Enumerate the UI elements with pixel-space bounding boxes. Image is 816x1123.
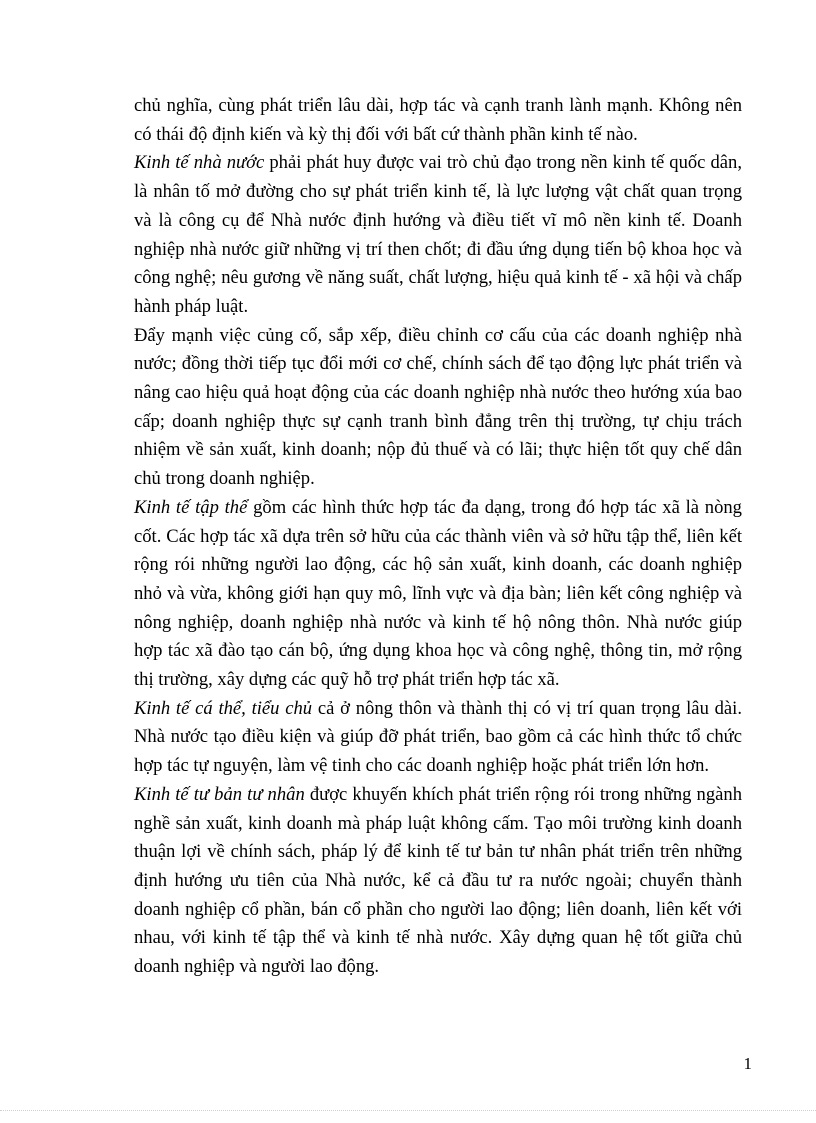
paragraph-individual-economy: [134, 695, 742, 781]
paragraph-text: phải phát huy được vai trò chủ đạo trong nền kinh tế quốc dân, là nhân tố mở đường cho sự phát triển kinh tế, là lực lượng vật chất quan trọng và là công cụ để Nhà nước định hướng và điều tiết vĩ mô nền kinh tế. Doanh nghiệp nhà nước giữ những vị trí then chốt; đi đầu ứng dụng tiến bộ khoa học và công nghệ; nêu gương về năng suất, chất lượng, hiệu quả kinh tế - xã hội và chấp hành pháp luật.: [134, 152, 742, 317]
paragraph-intro-continuation: [134, 92, 742, 149]
paragraph-text: cả ở nông thôn và thành thị có vị trí quan trọng lâu dài. Nhà nước tạo điều kiện và giúp đỡ phát triển, bao gồm cả các hình thức tổ chức hợp tác tự nguyện, làm vệ tinh cho các doanh nghiệp hoặc phát triển lớn hơn.: [134, 697, 742, 777]
paragraph-text: gồm các hình thức hợp tác đa dạng, trong đó hợp tác xã là nòng cốt. Các hợp tác xã dựa trên sở hữu của các thành viên và sở hữu tập thể, liên kết rộng rói những người lao động, các hộ sản xuất, kinh doanh, các doanh nghiệp nhỏ và vừa, không giới hạn quy mô, lĩnh vực và địa bàn; liên kết công nghiệp và nông nghiệp, doanh nghiệp nhà nước và kinh tế hộ nông thôn. Nhà nước giúp hợp tác xã đào tạo cán bộ, ứng dụng khoa học và công nghệ, thông tin, mở rộng thị trường, xây dựng các quỹ hỗ trợ phát triển hợp tác xã.: [134, 496, 742, 691]
paragraph-state-economy: [134, 149, 742, 321]
paragraph-text: Đẩy mạnh việc củng cố, sắp xếp, điều chỉnh cơ cấu của các doanh nghiệp nhà nước; đồng thời tiếp tục đổi mới cơ chế, chính sách để tạo động lực phát triển và nâng cao hiệu quả hoạt động của các doanh nghiệp nhà nước theo hướng xúa bao cấp; doanh nghiệp thực sự cạnh tranh bình đẳng trên thị trường, tự chịu trách nhiệm về sản xuất, kinh doanh; nộp đủ thuế và có lãi; thực hiện tốt quy chế dân chủ trong doanh nghiệp.: [134, 324, 742, 490]
paragraph-term: Kinh tế nhà nước: [134, 152, 265, 174]
paragraph-text: được khuyến khích phát triển rộng rói trong những ngành nghề sản xuất, kinh doanh mà pháp luật không cấm. Tạo môi trường kinh doanh thuận lợi về chính sách, pháp lý để kinh tế tư bản tư nhân phát triển trên những định hướng ưu tiên của Nhà nước, kể cả đầu tư ra nước ngoài; chuyển thành doanh nghiệp cổ phần, bán cổ phần cho người lao động; liên doanh, liên kết với nhau, với kinh tế tập thể và kinh tế nhà nước. Xây dựng quan hệ tốt giữa chủ doanh nghiệp và người lao động.: [134, 783, 742, 978]
body-text: [134, 92, 742, 982]
paragraph-private-capital-economy: [134, 781, 742, 982]
paragraph-text: chủ nghĩa, cùng phát triển lâu dài, hợp tác và cạnh tranh lành mạnh. Không nên có thái độ định kiến và kỳ thị đối với bất cứ thành phần kinh tế nào.: [134, 95, 742, 145]
page-bottom-edge: [0, 1110, 816, 1111]
paragraph-term: Kinh tế cá thể, tiểu chủ: [134, 697, 313, 719]
paragraph-term: Kinh tế tư bản tư nhân: [134, 783, 305, 805]
paragraph-collective-economy: [134, 494, 742, 695]
page-number: 1: [743, 1054, 752, 1073]
paragraph-state-enterprise-reform: [134, 322, 742, 494]
paragraph-term: Kinh tế tập thể: [134, 496, 248, 518]
